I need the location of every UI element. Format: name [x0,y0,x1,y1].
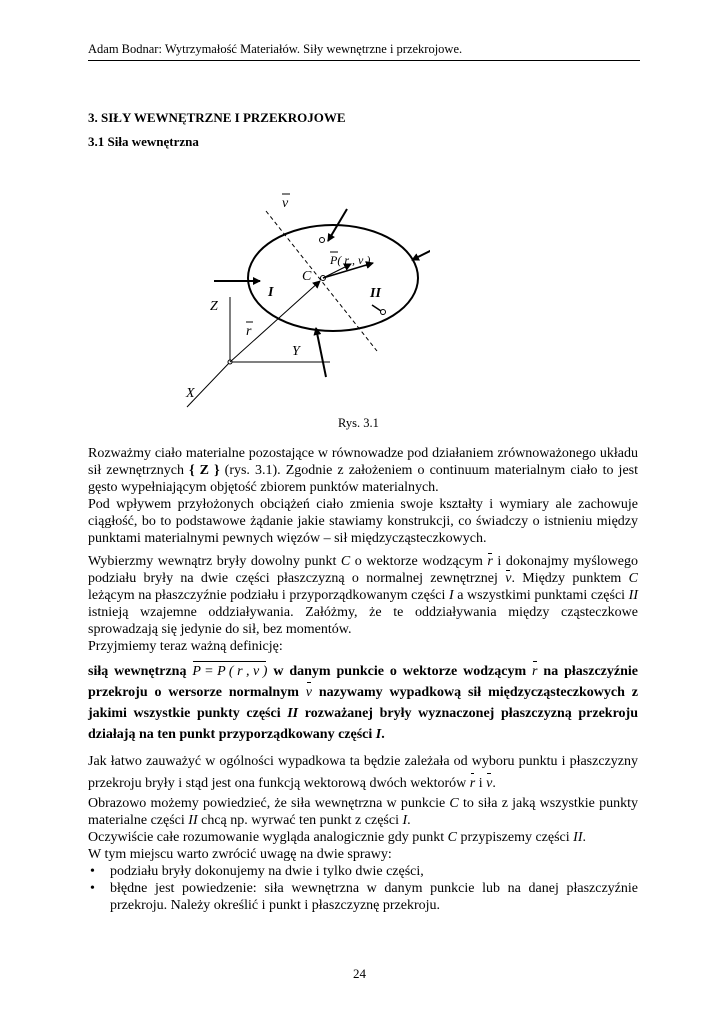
text-span: (rys. 3.1). Zgodnie z założeniem o continuum materialnym ciało to jest gęsto wypełniającym objętość zbiorem punktów materialnych. [88,463,638,495]
marker-line-right [372,305,381,311]
external-force-right [412,245,430,260]
label-z: Z [210,299,218,314]
label-v: v [282,196,289,211]
subsection-title: 3.1 Siła wewnętrzna [88,134,199,149]
text-span: chcą np. wyrwać ten punkt z części [197,813,403,828]
section-title: 3. SIŁY WEWNĘTRZNE I PRZEKROJOWE [88,110,346,125]
paragraph-8: W tym miejscu warto zwrócić uwagę na dwie sprawy: [88,847,392,862]
paragraph-4: Przyjmiemy teraz ważną definicję: [88,639,283,654]
text-span: rozważanej bryły wyznaczonej płaszczyzną przekroju działają na ten punkt przyporządkowany części [88,706,638,742]
text-span: { Z } [189,463,220,478]
text-span: na płaszczyźnie przekroju o wersorze normalnym [88,664,638,700]
paragraph-3 [88,553,638,638]
text-span: Obrazowo możemy powiedzieć, że siła wewnętrzna w punkcie [88,796,450,811]
paragraph-5 [88,751,638,795]
formula: P = P ( r , v ) [192,661,267,682]
text-span: . [492,776,496,791]
text-span: I [375,727,382,742]
vector-symbol: v [486,773,492,795]
paragraph-7 [88,829,638,846]
figure-3-1 [170,185,430,415]
text-span: nazywamy wypadkową sił międzycząsteczkowych z jakimi wszystkie punkty części [88,685,638,721]
text-span: to siła z jaką wszystkie punkty materialne części [88,796,639,828]
marker-circle-top [320,238,325,243]
definition [88,661,638,745]
text-span: leżącym na płaszczyźnie podziału i przyporządkowanym części [88,588,449,603]
text-span: . Między punktem [511,571,629,586]
text-span: siłą wewnętrzną [88,664,193,679]
vector-symbol: r [470,773,475,795]
position-vector [230,281,320,362]
text-span: i dokonajmy myślowego podziału bryły na dwie części płaszczyzną o normalnej zewnętrznej [88,554,638,586]
text-span: a wszystkimi punktami części [453,588,629,603]
text-span: . [582,830,586,845]
text-span: Jak łatwo zauważyć w ogólności wypadkowa ta będzie zależała od wyboru punktu i płaszczyzny przekroju bryły i stąd jest ona funkcją wektorową dwóch wektorów [88,754,638,791]
page-number: 24 [353,966,366,981]
bullet-list [88,863,638,914]
vector-symbol: v [505,571,512,586]
vector-symbol: r [487,554,493,569]
text-span: II [287,706,299,721]
text-span: C [628,571,638,586]
body-ellipse [248,225,418,331]
running-header: Adam Bodnar: Wytrzymałość Materiałów. Siły wewnętrzne i przekrojowe. [88,42,640,61]
label-x: X [186,386,195,401]
marker-circle-right [381,310,386,315]
label-y: Y [292,344,300,359]
paragraph-6 [88,795,638,829]
text-span: o wektorze wodzącym [350,554,488,569]
text-span: i [475,776,487,791]
text-span: C [447,830,457,845]
text-span: . [381,727,385,742]
text-span: I [402,813,408,828]
paragraph-2: Pod wpływem przyłożonych obciążeń ciało zmienia swoje kształty i wymiary ale zachowuje ciągłość, bo to podstawowe żądanie jakie stawiamy konstrukcji, co świadczy o istnieniu między punktami materialnymi pewnych więzów – sił międzycząsteczkowych. [88,497,638,546]
main-text [88,445,638,914]
text-span: przypiszemy części [456,830,574,845]
text-span: II [628,588,638,603]
label-part-ii: II [370,286,381,301]
text-span: . [407,813,411,828]
text-span: Rozważmy ciało materialne pozostające w równowadze pod działaniem zrównoważonego układu sił zewnętrznych [88,446,638,478]
label-r: r [246,324,252,339]
text-span: II [188,813,198,828]
paragraph-1 [88,445,638,496]
text-span: Oczywiście całe rozumowanie wygląda analogicznie gdy punkt [88,830,448,845]
figure-caption: Rys. 3.1 [338,416,379,430]
list-item: • podziału bryły dokonujemy na dwie i tylko dwie części, [88,863,638,880]
list-item: • błędne jest powiedzenie: siła wewnętrzna w danym punkcie lub na danej płaszczyźnie przekroju. Należy określić i punkt i płaszczyznę przekroju. [88,880,638,914]
text-span: w danym punkcie o wektorze wodzącym [267,664,533,679]
external-force-bottom [316,328,326,377]
text-span: C [449,796,459,811]
label-part-i: I [268,285,274,300]
vector-symbol: v [306,682,312,703]
text-span: Wybierzmy wewnątrz bryły dowolny punkt [88,554,341,569]
label-c: C [302,269,312,284]
text-span: II [573,830,583,845]
vector-symbol: r [532,661,537,682]
label-p: P( r , v ) [330,253,371,267]
text-span: C [340,554,351,569]
text-span: I [448,588,454,603]
text-span: istnieją wzajemne oddziaływania. Załóżmy, że te oddziaływania między cząsteczkowe sprowadzają się jedynie do sił, bez momentów. [88,605,638,637]
